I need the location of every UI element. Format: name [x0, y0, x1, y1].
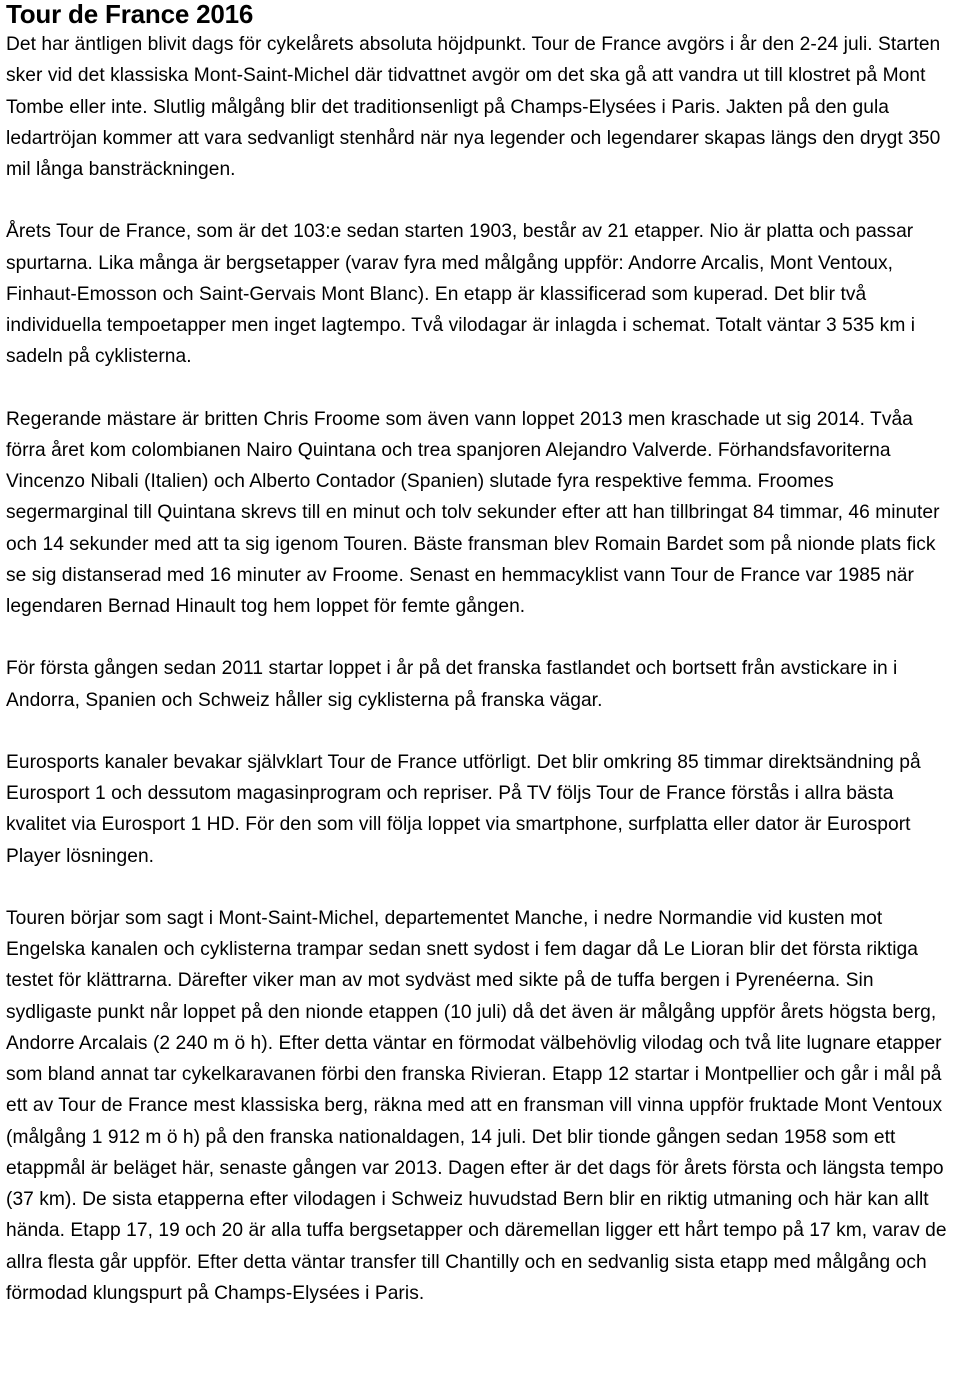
paragraph-stages: Årets Tour de France, som är det 103:e sedan starten 1903, består av 21 etapper. Nio är platta och passar spurtarna. Lika många är bergsetapper (varav fyra med målgång uppför: Andorre Arcalis, Mont Ventoux, Finhaut-Emosson och Saint-Gervais Mont Blanc). En etapp är klassificerad som kuperad. Det blir två individuella tempoetapper men inget lagtempo. Två vilodagar är inlagda i schemat. Totalt väntar 3 535 km i sadeln på cyklisterna. — [6, 221, 916, 368]
paragraph-spacer — [6, 622, 956, 653]
paragraph-spacer — [6, 373, 956, 404]
paragraph-intro: Det har äntligen blivit dags för cykelårets absoluta höjdpunkt. Tour de France avgörs i år den 2-24 juli. Starten sker vid det klassiska Mont-Saint-Michel där tidvattnet avgör om det ska gå att vandra ut till klostret på Mont Tombe eller inte. Slutlig målgång blir det traditionsenligt på Champs-Elysées i Paris. Jakten på den gula ledartröjan kommer att vara sedvanligt stenhård när nya legender och legendarer skapas längs den drygt 350 mil långa bansträckningen. — [6, 34, 941, 180]
paragraph-spacer — [6, 872, 956, 903]
paragraph-spacer — [6, 185, 956, 216]
paragraph-route: Touren börjar som sagt i Mont-Saint-Michel, departementet Manche, i nedre Normandie vid kusten mot Engelska kanalen och cyklisterna trampar sedan snett sydost i fem dagar då Le Lioran blir det första riktiga testet för klättrarna. Därefter viker man av mot sydväst med sikte på de tuffa bergen i Pyrenéerna. Sin sydligaste punkt når loppet på den nionde etappen (10 juli) då det även är målgång uppför årets högsta berg, Andorre Arcalais (2 240 m ö h). Efter detta väntar en förmodat välbehövlig vilodag och två lite lugnare etapper som bland annat tar cykelkaravanen förbi den franska Rivieran. Etapp 12 startar i Montpellier och går i mål på ett av Tour de France mest klassiska berg, räkna med att en fransman vill vinna uppför fruktade Mont Ventoux (målgång 1 912 m ö h) på den franska nationaldagen, 14 juli. Det blir tionde gången sedan 1958 som ett etappmål är beläget här, senaste gången var 2013. Dagen efter är det dags för årets första och längsta tempo (37 km). De sista etapperna efter vilodagen i Schweiz huvudstad Bern blir en riktig utmaning och här kan allt hända. Etapp 17, 19 och 20 är alla tuffa bergsetapper och däremellan ligger ett hårt tempo på 17 km, varav de allra flesta går uppför. Efter detta väntar transfer till Chantilly och en sedvanlig sista etapp med målgång och förmodad klungspurt på Champs-Elysées i Paris. — [6, 907, 947, 1304]
paragraph-mainland: För första gången sedan 2011 startar loppet i år på det franska fastlandet och bortsett från avstickare in i Andorra, Spanien och Schweiz håller sig cyklisterna på franska vägar. — [6, 658, 898, 711]
paragraph-broadcast: Eurosports kanaler bevakar självklart Tour de France utförligt. Det blir omkring 85 timmar direktsändning på Eurosport 1 och dessutom magasinprogram och repriser. På TV följs Tour de France förstås i allra bästa kvalitet via Eurosport 1 HD. För den som vill följa loppet via smartphone, surfplatta eller dator är Eurosport Player lösningen. — [6, 751, 921, 867]
paragraph-favorites: Regerande mästare är britten Chris Froome som även vann loppet 2013 men kraschade ut sig 2014. Tvåa förra året kom colombianen Nairo Quintana och trea spanjoren Alejandro Valverde. Förhandsfavoriterna Vincenzo Nibali (Italien) och Alberto Contador (Spanien) slutade fyra respektive femma. Froomes segermarginal till Quintana skrevs till en minut och tolv sekunder efter att han tillbringat 84 timmar, 46 minuter och 14 sekunder med att ta sig igenom Touren. Bäste fransman blev Romain Bardet som på nionde plats fick se sig distanserad med 16 minuter av Froome. Senast en hemmacyklist vann Tour de France var 1985 när legendaren Bernad Hinault tog hem loppet för femte gången. — [6, 408, 940, 617]
article — [6, 0, 956, 1309]
paragraph-spacer — [6, 716, 956, 747]
article-title: Tour de France 2016 — [6, 0, 254, 29]
